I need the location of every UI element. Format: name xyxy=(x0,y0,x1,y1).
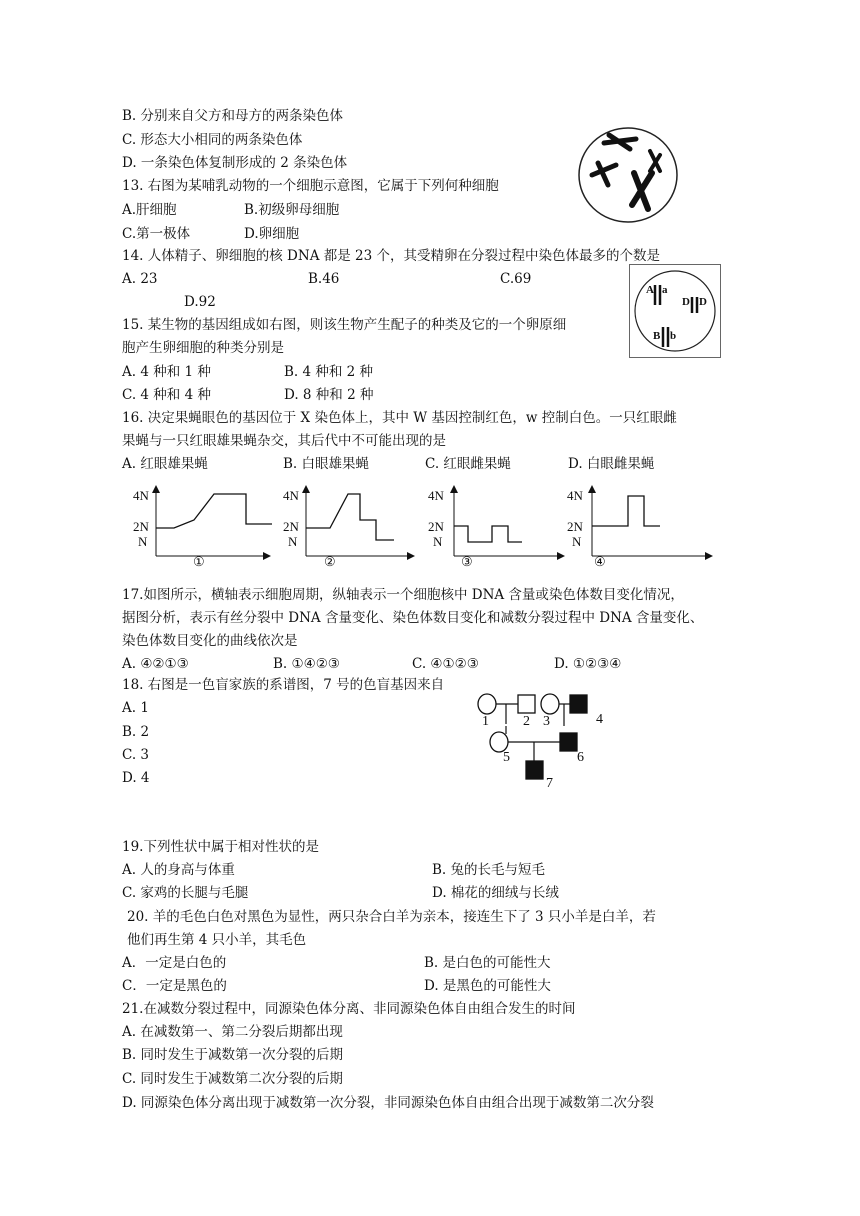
graph-1-tick-n: N xyxy=(138,534,148,549)
q15-option-d: D. 8 种和 2 种 xyxy=(284,387,374,403)
q12-option-c: C. 形态大小相同的两条染色体 xyxy=(122,132,303,148)
graph-4-curve xyxy=(592,496,660,526)
q16-option-a: A. 红眼雄果蝇 xyxy=(122,456,208,472)
graph-4-tick-n: N xyxy=(572,534,582,549)
pedigree-individual-7 xyxy=(526,761,543,779)
q15-gene-diagram xyxy=(629,264,721,358)
q16-option-d: D. 白眼雌果蝇 xyxy=(568,456,655,472)
graph-3-tick-4n: 4N xyxy=(428,488,444,503)
graph-4 xyxy=(592,486,712,556)
gene-label-D-left: D xyxy=(682,296,690,308)
q20-option-a: A．一定是白色的 xyxy=(122,955,227,971)
q18-option-d: D. 4 xyxy=(122,770,150,786)
q17-stem-line-3: 染色体数目变化的曲线依次是 xyxy=(122,633,298,649)
pedigree-individual-5 xyxy=(490,732,508,752)
q13-option-d: D.卵细胞 xyxy=(244,226,300,242)
graph-1-label: ① xyxy=(193,554,205,569)
q17-option-b: B. ①④②③ xyxy=(273,656,340,672)
q14-option-d: D.92 xyxy=(184,294,216,310)
graph-1-tick-4n: 4N xyxy=(133,488,149,503)
q18-option-a: A. 1 xyxy=(122,700,149,716)
q19-option-c: C. 家鸡的长腿与毛腿 xyxy=(122,885,249,901)
q21-stem: 21.在减数分裂过程中，同源染色体分离、非同源染色体自由组合发生的时间 xyxy=(122,1001,576,1017)
graph-3-curve xyxy=(454,526,522,542)
q15-option-c: C. 4 种和 4 种 xyxy=(122,387,211,403)
q21-option-c: C. 同时发生于减数第二次分裂的后期 xyxy=(122,1071,343,1087)
q19-option-a: A. 人的身高与体重 xyxy=(122,862,235,878)
q21-option-a: A. 在减数第一、第二分裂后期都出现 xyxy=(122,1024,343,1040)
q15-stem-line-2: 胞产生卵细胞的种类分别是 xyxy=(122,340,284,356)
q16-option-c: C. 红眼雌果蝇 xyxy=(425,456,511,472)
q19-stem: 19.下列性状中属于相对性状的是 xyxy=(122,839,319,855)
graph-3-tick-n: N xyxy=(433,534,443,549)
q20-option-c: C．一定是黑色的 xyxy=(122,978,227,994)
q19-option-b: B. 兔的长毛与短毛 xyxy=(432,862,546,878)
q21-option-d: D. 同源染色体分离出现于减数第一次分裂，非同源染色体自由组合出现于减数第二次分裂 xyxy=(122,1095,654,1111)
pedigree-individual-3 xyxy=(541,694,559,714)
graph-4-label: ④ xyxy=(594,554,606,569)
q18-option-c: C. 3 xyxy=(122,747,150,763)
pedigree-number-7: 7 xyxy=(546,776,553,791)
q21-option-b: B. 同时发生于减数第一次分裂的后期 xyxy=(122,1047,344,1063)
graph-3-tick-2n: 2N xyxy=(428,519,444,534)
q18-stem: 18. 右图是一色盲家族的系谱图，7 号的色盲基因来自 xyxy=(122,677,445,693)
graph-3 xyxy=(454,486,564,556)
pedigree-individual-1 xyxy=(478,694,496,714)
q14-option-b: B.46 xyxy=(308,271,340,287)
q20-option-b: B. 是白色的可能性大 xyxy=(424,955,551,971)
q13-option-a: A.肝细胞 xyxy=(122,202,177,218)
pedigree-individual-6 xyxy=(560,733,577,751)
q13-stem: 13. 右图为某哺乳动物的一个细胞示意图，它属于下列何种细胞 xyxy=(122,178,499,194)
q17-stem-line-1: 17.如图所示，横轴表示细胞周期，纵轴表示一个细胞核中 DNA 含量或染色体数目变化情况， xyxy=(122,587,684,603)
graph-2-tick-n: N xyxy=(288,534,298,549)
pedigree-number-4: 4 xyxy=(596,712,603,727)
q15-option-b: B. 4 种和 2 种 xyxy=(284,364,374,380)
q13-cell-diagram xyxy=(576,125,680,225)
q17-option-a: A. ④②①③ xyxy=(122,656,189,672)
q14-option-a: A. 23 xyxy=(122,271,158,287)
graph-2-tick-4n: 4N xyxy=(283,488,299,503)
pedigree-individual-4 xyxy=(570,695,587,713)
q17-option-c: C. ④①②③ xyxy=(412,656,479,672)
chromosomes xyxy=(592,135,660,209)
q16-option-b: B. 白眼雄果蝇 xyxy=(283,456,370,472)
graph-2-label: ② xyxy=(324,554,336,569)
q12-option-b: B. 分别来自父方和母方的两条染色体 xyxy=(122,108,344,124)
chromosome-dna-graphs xyxy=(118,480,728,572)
q20-stem-line-1: 20. 羊的毛色白色对黑色为显性，两只杂合白羊为亲本，接连生下了 3 只小羊是白羊，若 xyxy=(127,909,656,925)
gene-label-D-right: D xyxy=(699,296,707,308)
pedigree-chart xyxy=(470,686,610,792)
q17-option-d: D. ①②③④ xyxy=(554,656,622,672)
graph-1-tick-2n: 2N xyxy=(133,519,149,534)
q20-option-d: D. 是黑色的可能性大 xyxy=(424,978,551,994)
q17-stem-line-2: 据图分析，表示有丝分裂中 DNA 含量变化、染色体数目变化和减数分裂过程中 DNA 含量变化、 xyxy=(122,610,704,626)
graph-3-label: ③ xyxy=(461,554,473,569)
gene-label-B: B xyxy=(653,330,661,342)
q15-stem-line-1: 15. 某生物的基因组成如右图，则该生物产生配子的种类及它的一个卵原细 xyxy=(122,317,567,333)
pedigree-number-2: 2 xyxy=(523,714,530,729)
graph-1-curve xyxy=(156,494,272,528)
q18-option-b: B. 2 xyxy=(122,724,150,740)
graph-2 xyxy=(306,486,414,556)
q19-option-d: D. 棉花的细绒与长绒 xyxy=(432,885,559,901)
q14-option-c: C.69 xyxy=(500,271,532,287)
pedigree-number-3: 3 xyxy=(543,714,550,729)
gene-label-A: A xyxy=(646,284,654,296)
q12-option-d: D. 一条染色体复制形成的 2 条染色体 xyxy=(122,155,348,171)
graph-4-tick-2n: 2N xyxy=(567,519,583,534)
pedigree-number-1: 1 xyxy=(482,714,489,729)
gene-label-b: b xyxy=(670,330,677,342)
graph-4-tick-4n: 4N xyxy=(567,488,583,503)
graph-2-tick-2n: 2N xyxy=(283,519,299,534)
q16-stem-line-2: 果蝇与一只红眼雄果蝇杂交，其后代中不可能出现的是 xyxy=(122,433,446,449)
gene-label-a: a xyxy=(662,284,668,296)
pedigree-individual-2 xyxy=(518,695,535,713)
graph-1 xyxy=(156,486,272,556)
q16-stem-line-1: 16. 决定果蝇眼色的基因位于 X 染色体上，其中 W 基因控制红色，w 控制白色。一只红眼雌 xyxy=(122,410,677,426)
q13-option-c: C.第一极体 xyxy=(122,226,191,242)
graph-2-curve xyxy=(306,494,394,540)
q13-option-b: B.初级卵母细胞 xyxy=(244,202,340,218)
q20-stem-line-2: 他们再生第 4 只小羊，其毛色 xyxy=(127,932,307,948)
pedigree-number-5: 5 xyxy=(503,750,510,765)
pedigree-number-6: 6 xyxy=(577,750,584,765)
q14-stem: 14. 人体精子、卵细胞的核 DNA 都是 23 个，其受精卵在分裂过程中染色体最多的个数是 xyxy=(122,248,660,264)
q15-option-a: A. 4 种和 1 种 xyxy=(122,364,211,380)
